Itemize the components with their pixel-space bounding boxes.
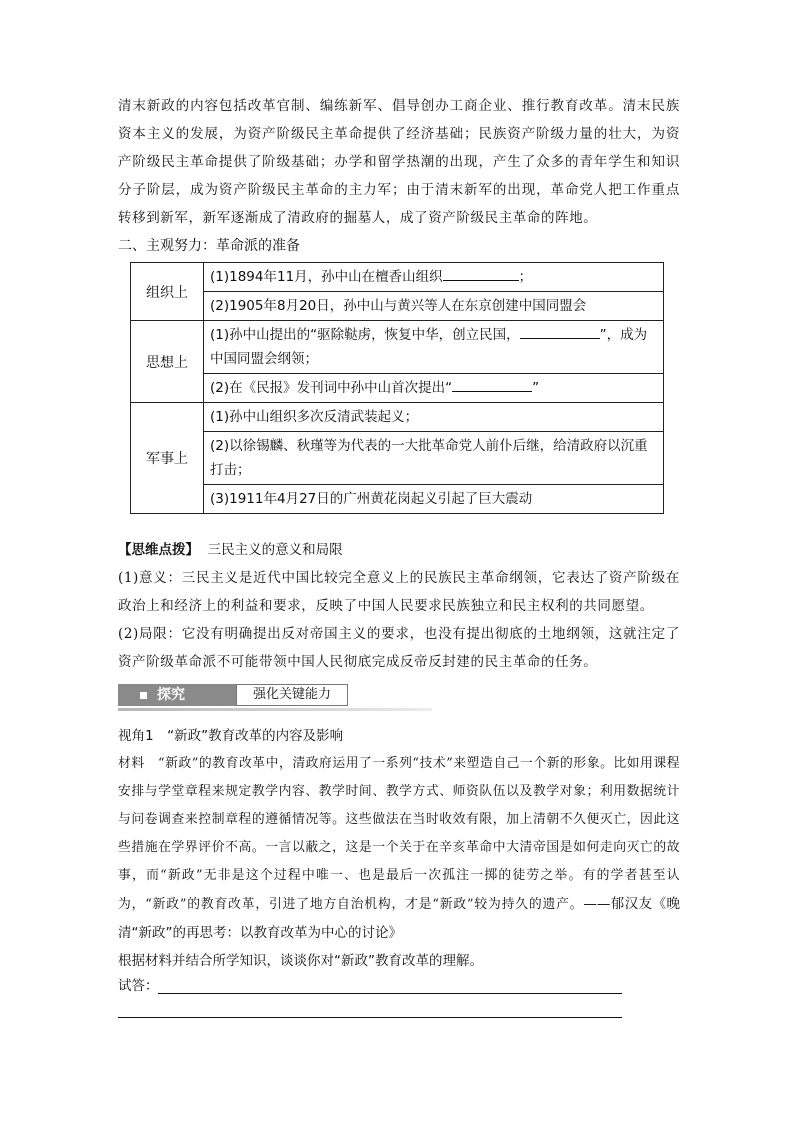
table-content-cell (204, 432, 664, 485)
question-text: 根据材料并结合所学知识，谈谈你对“新政”教育改革的理解。 (118, 953, 483, 969)
table-row (131, 403, 664, 432)
table-content-cell (204, 292, 664, 321)
banner-rule (118, 708, 432, 711)
material-block (118, 750, 680, 948)
answer-rule (158, 993, 622, 994)
item-text: (2)1905年8月20日，孙中山与黄兴等人在东京创建中国同盟会 (210, 298, 587, 314)
tip-point-meaning: (1)意义：三民主义是近代中国比较完全意义上的民族民主革命纲领，它表达了资产阶级在政治上和经济上的利益和要求，反映了中国人民要求民族独立和民主权利的共同愿望。 (118, 570, 680, 614)
table-row (131, 321, 664, 374)
item-text-after: ； (518, 269, 533, 285)
table-content-cell (204, 374, 664, 403)
table-row (131, 432, 664, 485)
view-title: 视角1 “新政”教育改革的内容及影响 (118, 728, 344, 744)
table-category-cell: 军事上 (131, 403, 204, 514)
table-row (131, 374, 664, 403)
section-heading: 二、主观努力：革命派的准备 (118, 238, 300, 254)
section-banner (118, 684, 432, 708)
item-text-after: ”，成为中国同盟会纲领； (210, 327, 648, 367)
table-content-cell (204, 485, 664, 514)
table-category-cell: 思想上 (131, 321, 204, 403)
material-label: 材料 (118, 756, 145, 771)
item-text: (2)在《民报》发刊词中孙中山首次提出“ (210, 380, 453, 396)
tip-heading (118, 536, 680, 564)
document-page (118, 92, 680, 1022)
answer-label: 试答： (118, 978, 159, 994)
table-row (131, 263, 664, 292)
table-content-cell (204, 263, 664, 292)
tip-label: 【思维点拨】 (118, 542, 199, 558)
table-content-cell (204, 321, 664, 374)
table-row (131, 292, 664, 321)
tip-point-limitation: (2)局限：它没有明确提出反对帝国主义的要求，也没有提出彻底的土地纲领，这就注定了资产阶级革命派不可能带领中国人民彻底完成反帝反封建的民主革命的任务。 (118, 626, 680, 670)
banner-left-label: 探究 (157, 687, 185, 703)
revolution-preparation-table (130, 262, 664, 514)
item-text-after: ” (532, 380, 540, 396)
item-text: (1)孙中山提出的“驱除鞑虏，恢复中华，创立民国， (210, 327, 520, 343)
intro-paragraph: 清末新政的内容包括改革官制、编练新军、倡导创办工商企业、推行教育改革。清末民族资本主义的发展，为资产阶级民主革命提供了经济基础；民族资产阶级力量的壮大，为资产阶级民主革命提供了阶级基础；办学和留学热潮的出现，产生了众多的青年学生和知识分子阶层，成为资产阶级民主革命的主力军；由于清末新军的出现，革命党人把工作重点转移到新军，新军逐渐成了清政府的掘墓人，成了资产阶级民主革命的阵地。 (118, 98, 680, 226)
table-row (131, 485, 664, 514)
answer-rule (118, 1017, 622, 1018)
banner-explore (118, 684, 236, 706)
item-text: (2)以徐锡麟、秋瑾等为代表的一大批革命党人前仆后继，给清政府以沉重打击； (210, 438, 648, 478)
table-category-cell: 组织上 (131, 263, 204, 321)
tip-title: 三民主义的意义和局限 (207, 542, 343, 558)
answer-line-1[interactable] (118, 974, 680, 998)
table-content-cell (204, 403, 664, 432)
answer-line-2[interactable] (118, 998, 680, 1022)
banner-subtitle: 强化关键能力 (236, 684, 348, 706)
item-text: (1)1894年11月，孙中山在檀香山组织 (210, 269, 443, 285)
fill-in-blank[interactable] (443, 266, 519, 281)
fill-in-blank[interactable] (452, 377, 532, 392)
square-icon (140, 692, 147, 699)
item-text: (3)1911年4月27日的广州黄花岗起义引起了巨大震动 (210, 491, 533, 507)
fill-in-blank[interactable] (520, 324, 600, 339)
item-text: (1)孙中山组织多次反清武装起义； (210, 409, 419, 425)
material-text: “新政”的教育改革中，清政府运用了一系列“技术”来塑造自己一个新的形象。比如用课程安排与学堂章程来规定教学内容、教学时间、教学方式、师资队伍以及教学对象；利用数据统计与问卷调查来控制章程的遵循情况等。这些做法在当时收效有限，加上清朝不久便灭亡，因此这些措施在学界评价不高。一言以蔽之，这是一个关于在辛亥革命中大清帝国是如何走向灭亡的故事，而“新政”无非是这个过程中唯一、也是最后一次孤注一掷的徒劳之举。有的学者甚至认为，“新政”的教育改革，引进了地方自治机构，才是“新政”较为持久的遗产。 (118, 756, 681, 912)
material-source: ——郁汉友《晚清“新政”的再思考：以教育改革为中心的讨论》 (118, 896, 680, 941)
